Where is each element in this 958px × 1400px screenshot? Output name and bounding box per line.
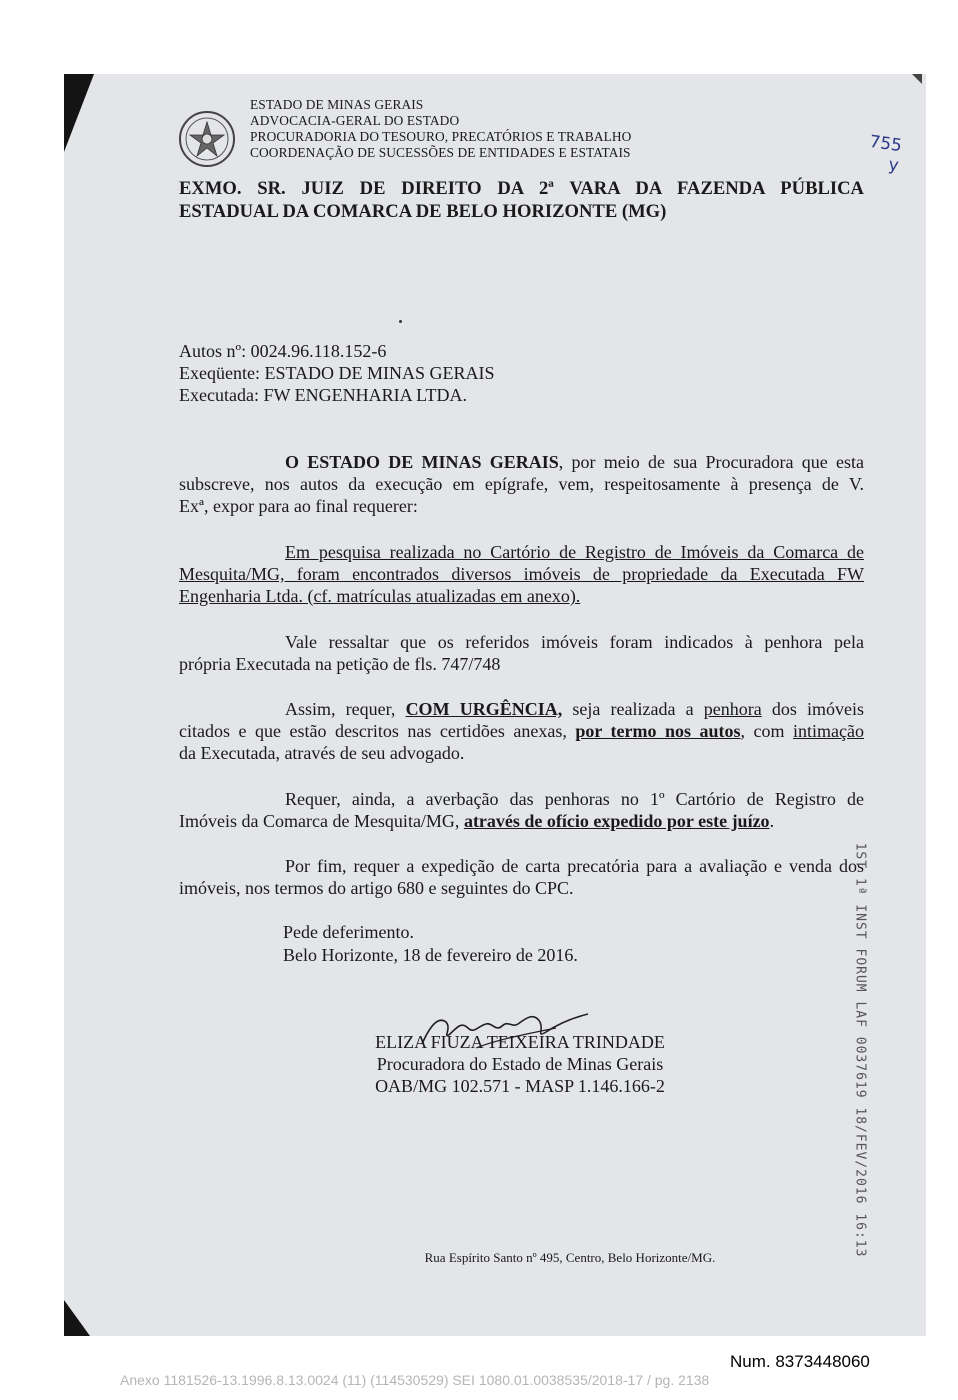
case-number: Autos nº: 0024.96.118.152-6: [179, 341, 387, 361]
paragraph-note: Vale ressaltar que os referidos imóveis foram indicados à penhora pela própria Executada na petição de fls. 747/748: [179, 632, 864, 674]
scan-corner-top-right: [912, 74, 922, 84]
paragraph-final: Por fim, requer a expedição de carta precatória para a avaliação e venda dos imóveis, nos termos do artigo 680 e seguintes do CPC.: [179, 856, 864, 898]
footer-address: Rua Espírito Santo nº 495, Centro, Belo Horizonte/MG.: [424, 1250, 716, 1265]
addressee-line: ESTADUAL DA COMARCA DE BELO HORIZONTE (MG): [179, 201, 667, 222]
closing-date: Belo Horizonte, 18 de fevereiro de 2016.: [283, 945, 578, 965]
scan-corner-bottom-left: [64, 1300, 90, 1336]
signer-role: Procuradora do Estado de Minas Gerais: [376, 1054, 664, 1074]
case-defendant: Executada: FW ENGENHARIA LTDA.: [179, 385, 467, 405]
closing-line: Pede deferimento.: [283, 922, 414, 942]
header-line: ESTADO DE MINAS GERAIS: [250, 97, 424, 112]
addressee-line: EXMO. SR. JUIZ DE DIREITO DA 2ª VARA DA FAZENDA PÚBLICA: [179, 178, 864, 199]
document-number: Num. 8373448060: [730, 1352, 870, 1371]
signer-ids: OAB/MG 102.571 - MASP 1.146.166-2: [375, 1076, 665, 1096]
scan-speck: [399, 320, 402, 323]
coat-of-arms-seal-icon: [178, 110, 236, 168]
header-line: ADVOCACIA-GERAL DO ESTADO: [250, 113, 460, 128]
case-info: [179, 340, 495, 406]
header-line: PROCURADORIA DO TESOURO, PRECATÓRIOS E TRABALHO: [250, 129, 632, 144]
scan-corner-top-left: [64, 74, 94, 152]
protocol-stamp: 1ST 1ª INST FORUM LAF 0037619 18/FEV/2016 16:13: [852, 842, 868, 1258]
case-plaintiff: Exeqüente: ESTADO DE MINAS GERAIS: [179, 363, 495, 383]
paragraph-registration: Requer, ainda, a averbação das penhoras no 1º Cartório de Registro de Imóveis da Comarca de Mesquita/MG, através de ofício expedido por este juízo.: [179, 789, 864, 831]
addressee: [179, 177, 864, 223]
signer-name: ELIZA FIUZA TEIXEIRA TRINDADE: [375, 1032, 665, 1052]
paragraph-intro: O ESTADO DE MINAS GERAIS, por meio de sua Procuradora que esta subscreve, nos autos da execução em epígrafe, vem, respeitosamente à presença de V. Exª, expor para ao final requerer:: [179, 452, 864, 516]
institution-header: [250, 97, 631, 161]
paragraph-research: Em pesquisa realizada no Cartório de Registro de Imóveis da Comarca de Mesquita/MG, foram encontrados diversos imóveis de propriedade da Executada FW Engenharia Ltda. (cf. matrículas atualizadas em anexo).: [179, 542, 864, 606]
handwritten-page-number: 755 y: [868, 131, 904, 177]
header-line: COORDENAÇÃO DE SUCESSÕES DE ENTIDADES E ESTATAIS: [250, 145, 631, 160]
paragraph-request: Assim, requer, COM URGÊNCIA, seja realizada a penhora dos imóveis citados e que estão descritos nas certidões anexas, por termo nos autos, com intimação da Executada, através de seu advogado.: [179, 699, 865, 763]
annex-reference: Anexo 1181526-13.1996.8.13.0024 (11) (114530529) SEI 1080.01.0038535/2018-17 / pg. 2138: [120, 1372, 710, 1388]
closing: [283, 921, 578, 967]
signature-block: [320, 1031, 720, 1097]
